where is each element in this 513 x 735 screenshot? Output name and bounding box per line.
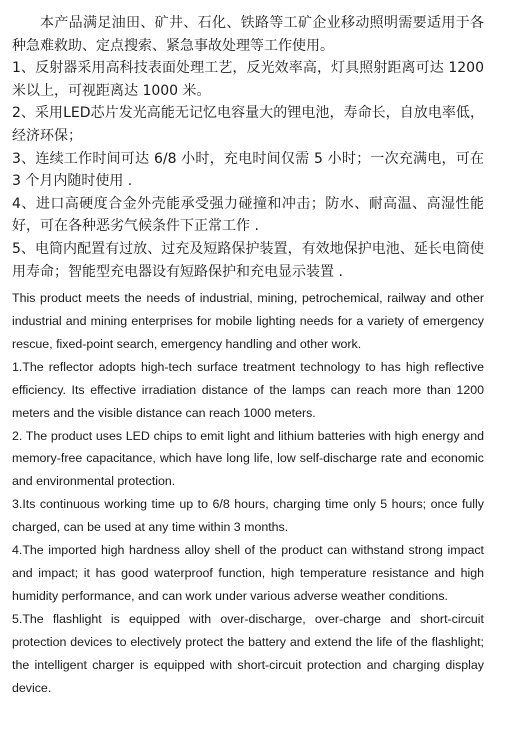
- chinese-feature-3: 3、连续工作时间可达 6/8 小时，充电时间仅需 5 小时；一次充满电，可在 3 个月内随时使用 .: [12, 150, 484, 190]
- english-description: [12, 287, 484, 699]
- english-feature-1: 1.The reflector adopts high-tech surface treatment technology to has high reflective efficiency. Its effective irradiation distance of the lamps can reach more than 1200 meters and the visible distance can reach 1000 meters.: [12, 359, 484, 420]
- english-feature-3: 3.Its continuous working time up to 6/8 hours, charging time only 5 hours; once fully charged, can be used at any time within 3 months.: [12, 497, 484, 535]
- chinese-intro-paragraph: 本产品满足油田、矿井、石化、铁路等工矿企业移动照明需要适用于各种急难救助、定点搜索、紧急事故处理等工作使用。: [12, 15, 484, 54]
- english-feature-2: 2. The product uses LED chips to emit light and lithium batteries with high energy and memory-free capacitance, which have long life, low self-discharge rate and economic and environmental protection.: [12, 428, 484, 489]
- english-feature-4: 4.The imported high hardness alloy shell of the product can withstand strong impact and impact; it has good waterproof function, high temperature resistance and high humidity performance, and can work under various adverse weather conditions.: [12, 543, 484, 603]
- product-description: [12, 12, 484, 699]
- chinese-feature-1: 1、反射器采用高科技表面处理工艺，反光效率高，灯具照射距离可达 1200 米以上，可视距离达 1000 米。: [12, 60, 484, 99]
- chinese-feature-4: 4、进口高硬度合金外壳能承受强力碰撞和冲击；防水、耐高温、高湿性能好，可在各种恶劣气候条件下正常工作 .: [12, 195, 484, 235]
- english-intro-paragraph: This product meets the needs of industrial, mining, petrochemical, railway and other industrial and mining enterprises for mobile lighting needs for a variety of emergency rescue, fixed-point search, emergency handling and other work.: [12, 291, 484, 351]
- chinese-description: [12, 12, 484, 283]
- chinese-feature-5: 5、电筒内配置有过放、过充及短路保护装置，有效地保护电池、延长电筒使用寿命；智能型充电器设有短路保护和充电显示装置 .: [12, 240, 484, 280]
- english-feature-5: 5.The flashlight is equipped with over-discharge, over-charge and short-circuit protection devices to electively protect the battery and extend the life of the flashlight; the intelligent charger is equipped with short-circuit protection and charging display device.: [12, 611, 484, 695]
- chinese-feature-2: 2、采用LED芯片发光高能无记忆电容量大的锂电池，寿命长，自放电率低，经济环保；: [12, 105, 484, 144]
